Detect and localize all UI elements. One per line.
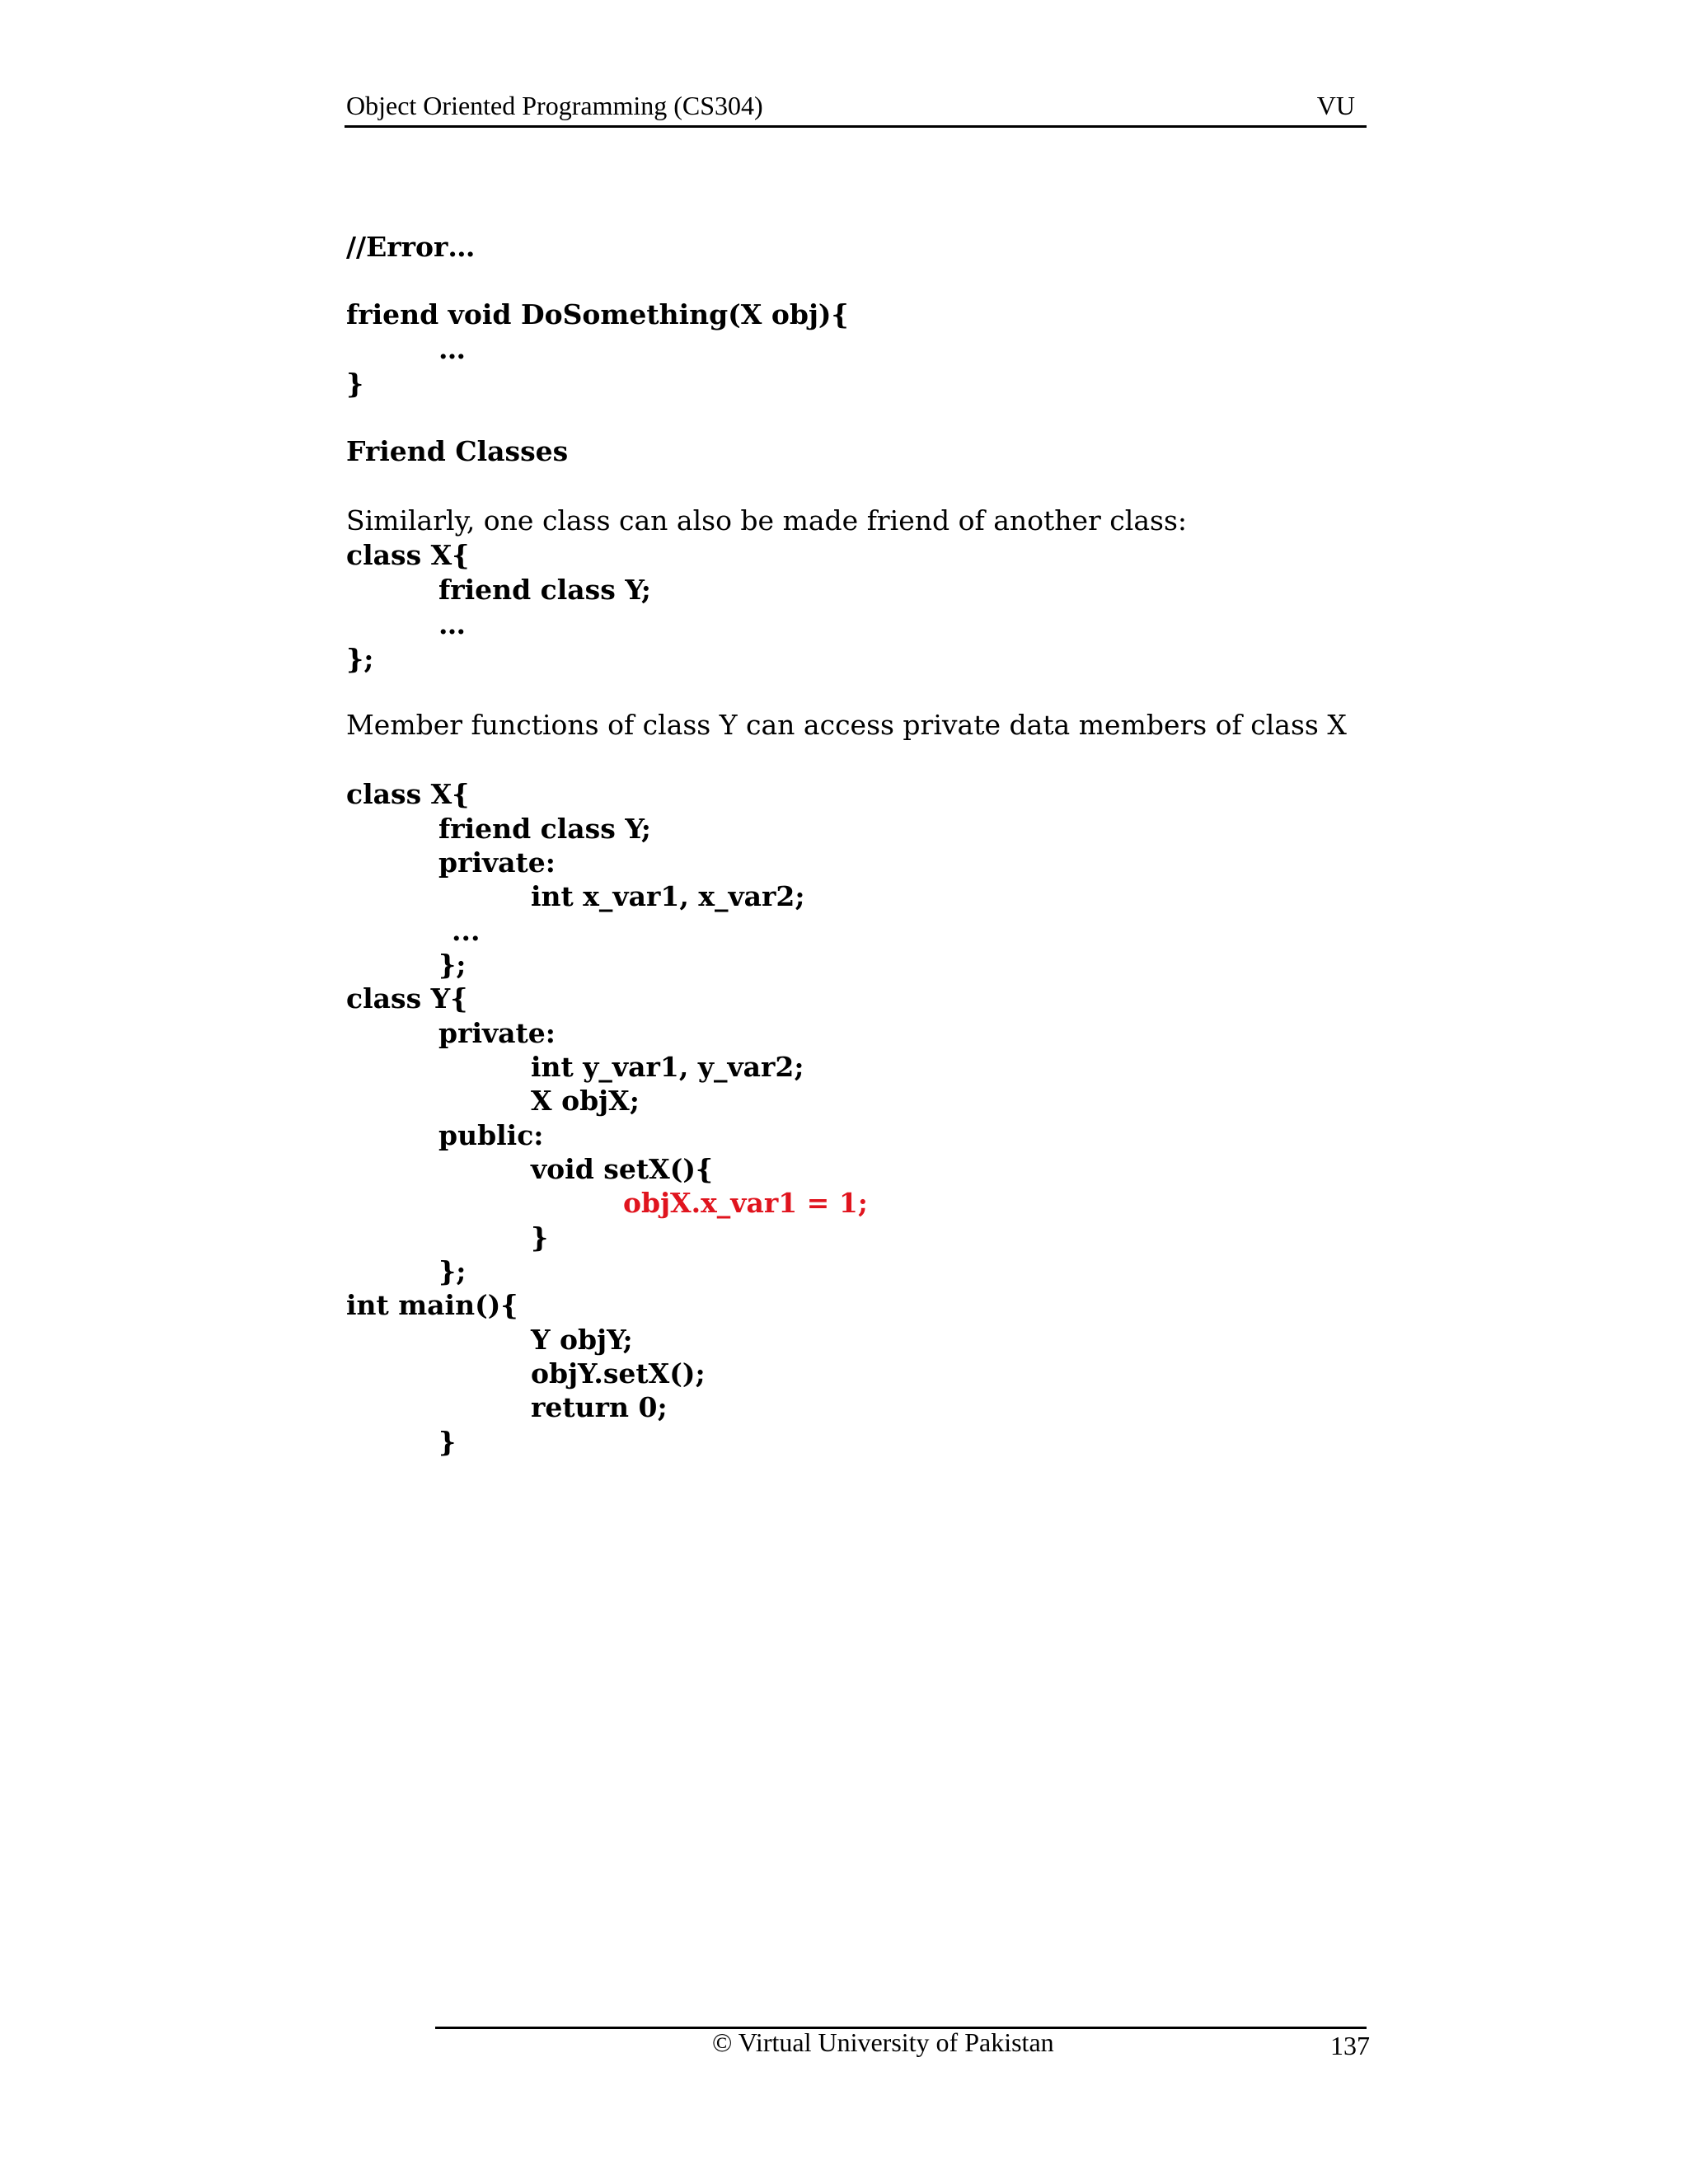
code-line: int main(){ [346, 1289, 518, 1321]
paragraph-text: Similarly, one class can also be made friend of another class: [346, 504, 1188, 537]
code-line: class Y{ [346, 982, 468, 1015]
code-line: } [346, 368, 364, 400]
code-line: }; [438, 1255, 467, 1287]
error-comment: //Error… [346, 231, 476, 263]
code-line: friend class Y; [438, 574, 651, 606]
code-line: X objX; [531, 1085, 640, 1117]
footer-copyright: © Virtual University of Pakistan [712, 2027, 1054, 2057]
code-line: private: [438, 1017, 556, 1049]
code-line: friend class Y; [438, 813, 651, 845]
code-line: objY.setX(); [531, 1357, 706, 1390]
code-line: } [531, 1221, 549, 1254]
code-line: int x_var1, x_var2; [531, 880, 805, 912]
header-institution: VU [1316, 91, 1355, 120]
header-title: Object Oriented Programming (CS304) [346, 91, 763, 120]
code-line: }; [346, 643, 374, 675]
code-line: … [438, 608, 466, 640]
page-header [345, 89, 1367, 128]
section-heading: Friend Classes [346, 435, 569, 467]
page-number: 137 [1330, 2031, 1370, 2060]
code-line: public: [438, 1119, 544, 1151]
paragraph-text: Member functions of class Y can access private data members of class X [346, 709, 1347, 741]
code-line: ... [452, 915, 481, 947]
code-line: int y_var1, y_var2; [531, 1051, 804, 1083]
code-line: … [438, 333, 466, 365]
code-line: Y objY; [531, 1324, 633, 1356]
highlighted-code-line: objX.x_var1 = 1; [623, 1187, 868, 1219]
code-line: friend void DoSomething(X obj){ [346, 298, 849, 330]
code-line: }; [438, 949, 467, 981]
code-line: class X{ [346, 778, 470, 810]
code-line: } [438, 1426, 457, 1458]
code-line: return 0; [531, 1391, 668, 1423]
code-line: void setX(){ [531, 1153, 714, 1185]
code-line: class X{ [346, 539, 470, 571]
code-line: private: [438, 846, 556, 879]
